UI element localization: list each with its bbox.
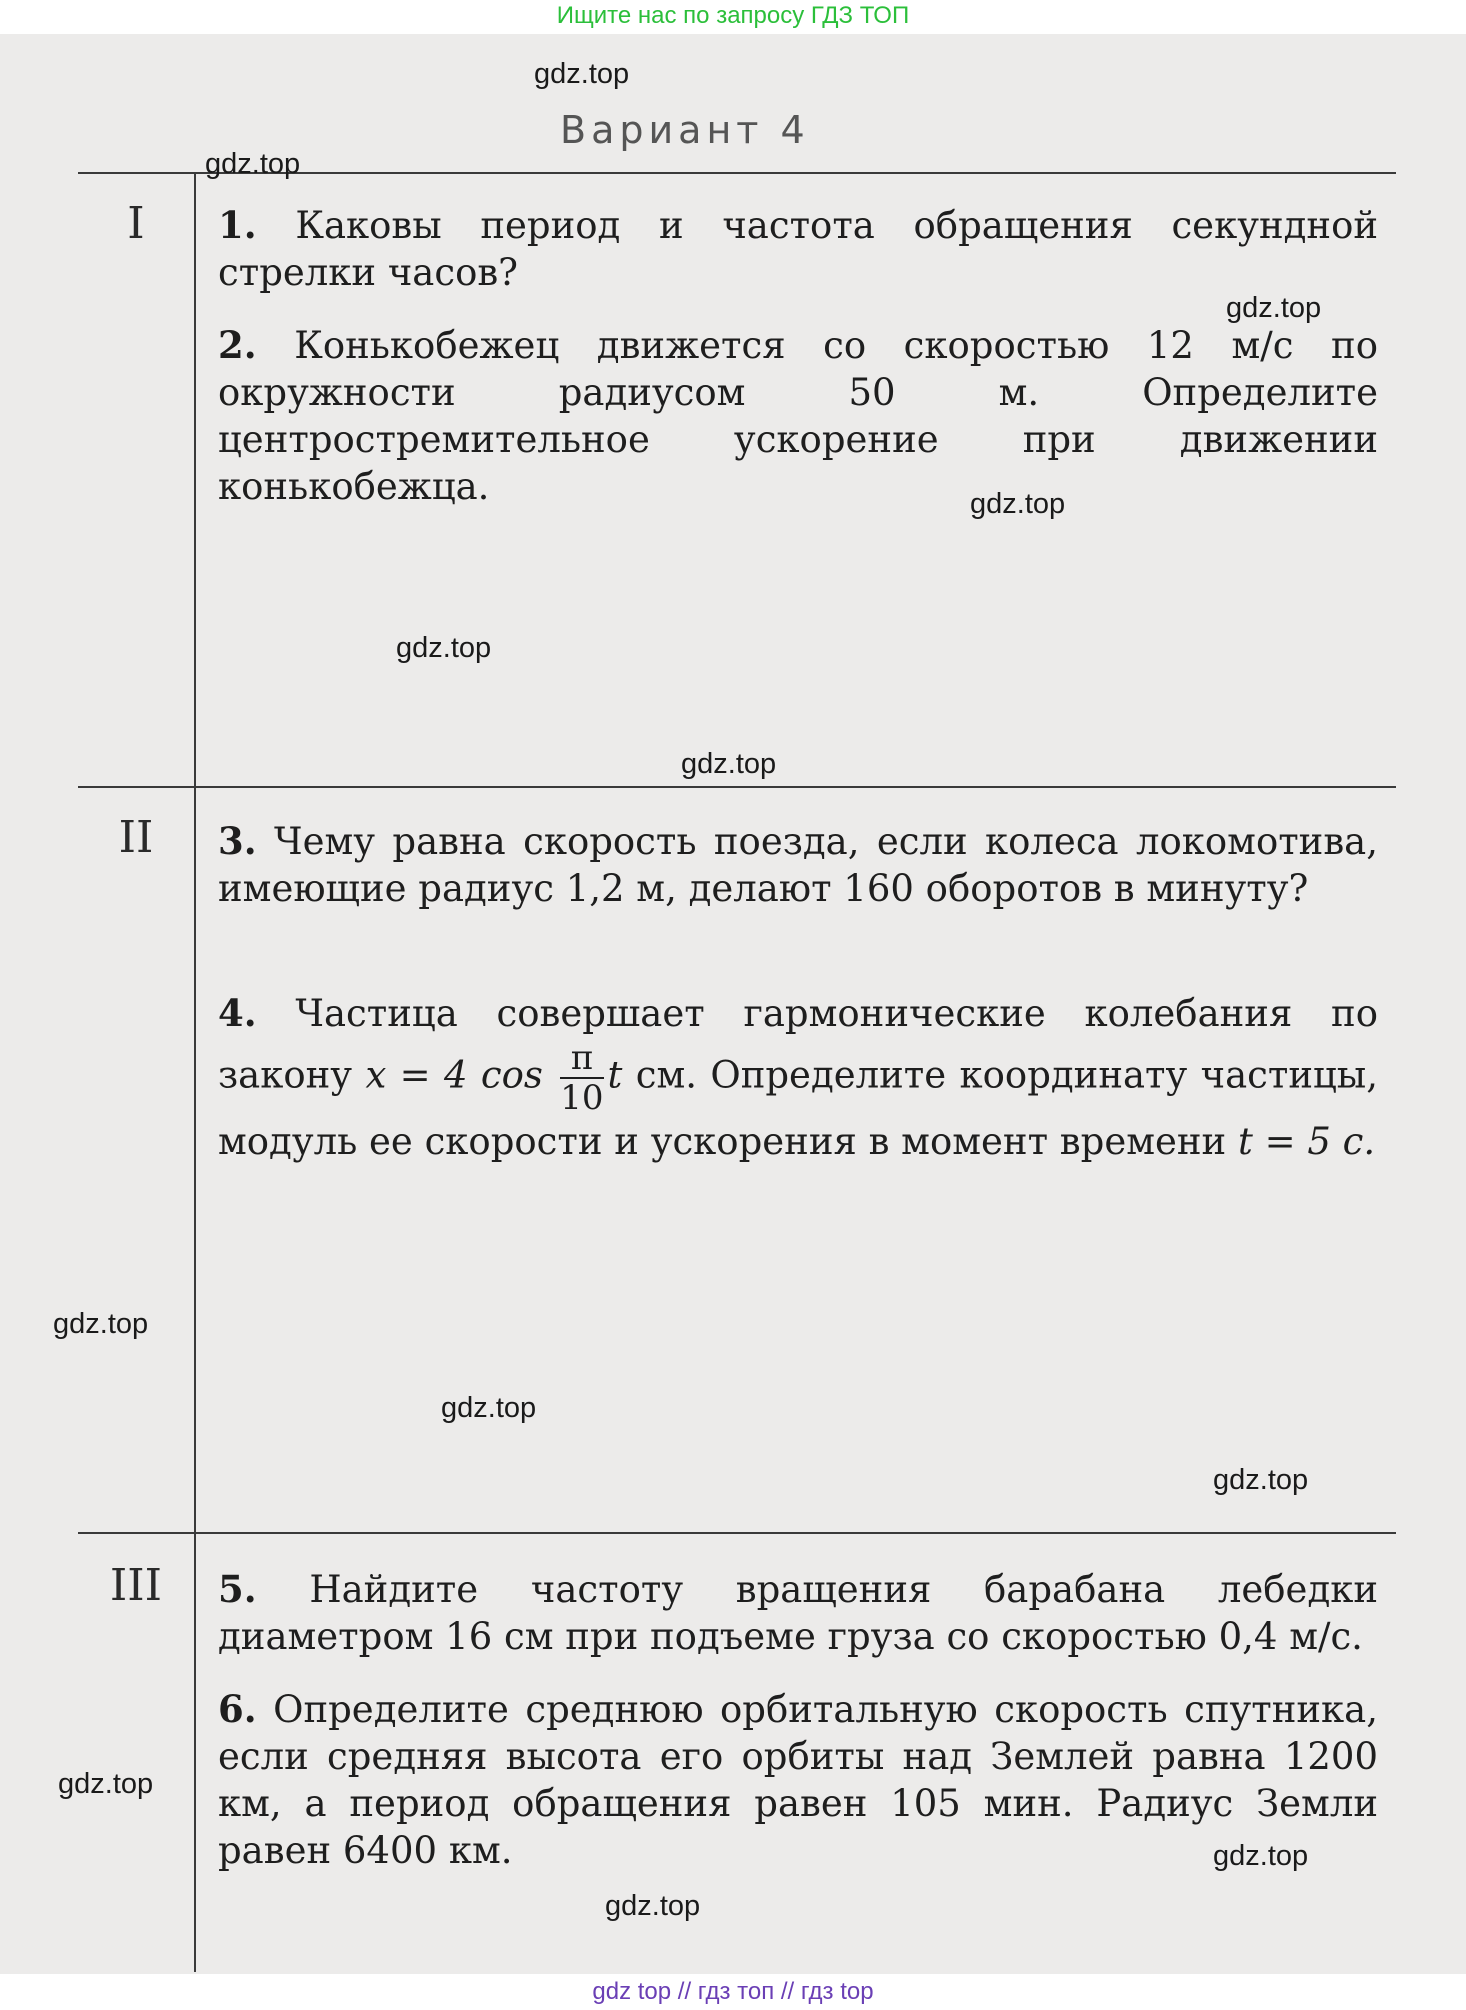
section-label-I: I bbox=[127, 198, 145, 249]
problem-1-text: Каковы период и частота обращения секундной стрелки часов? bbox=[218, 204, 1379, 294]
problem-3-number: 3. bbox=[218, 819, 257, 863]
problem-4-text-before: Частица совершает гармонические колебания по закону bbox=[218, 992, 1378, 1097]
problem-2 bbox=[218, 322, 1378, 510]
watermark: gdz.top bbox=[53, 1308, 149, 1340]
column-divider bbox=[194, 172, 196, 1972]
problem-4-text-after: см. Определите координату частицы, модуль ее скорости и ускорения в момент времени bbox=[218, 1053, 1379, 1163]
watermark: gdz.top bbox=[441, 1392, 537, 1424]
watermark: gdz.top bbox=[205, 148, 301, 180]
fraction-numerator: π bbox=[560, 1041, 603, 1079]
problem-2-text: Конькобежец движется со скоростью 12 м/с по окружности радиусом 50 м. Определите центростремительное ускорение при движении конькобежца. bbox=[218, 324, 1378, 508]
problem-6 bbox=[218, 1686, 1378, 1874]
problem-6-number: 6. bbox=[218, 1687, 257, 1731]
problem-5-number: 5. bbox=[218, 1567, 257, 1611]
bottom-banner[interactable]: gdz top // гдз топ // гдз top bbox=[0, 1974, 1466, 2010]
problem-1 bbox=[218, 202, 1378, 296]
problem-3 bbox=[218, 818, 1378, 912]
section-divider-2 bbox=[78, 1532, 1396, 1534]
watermark: gdz.top bbox=[681, 748, 777, 780]
problem-1-number: 1. bbox=[218, 203, 257, 247]
fraction-denominator: 10 bbox=[560, 1078, 604, 1118]
formula-rhs: t bbox=[607, 1053, 623, 1097]
watermark: gdz.top bbox=[605, 1890, 701, 1922]
problem-5-text: Найдите частоту вращения барабана лебедки диаметром 16 см при подъеме груза со скоростью 0,4 м/с. bbox=[218, 1568, 1379, 1658]
watermark: gdz.top bbox=[970, 488, 1066, 520]
formula-fraction bbox=[560, 1038, 604, 1118]
formula-lhs: x = 4 cos bbox=[365, 1053, 543, 1097]
problem-6-text: Определите среднюю орбитальную скорость спутника, если средняя высота его орбиты над Землей равна 1200 км, а период обращения равен 105 мин. Радиус Земли равен 6400 км. bbox=[218, 1688, 1379, 1872]
section-label-III: III bbox=[109, 1560, 163, 1611]
section-divider-1 bbox=[78, 786, 1396, 788]
watermark: gdz.top bbox=[58, 1768, 154, 1800]
problem-3-text: Чему равна скорость поезда, если колеса локомотива, имеющие радиус 1,2 м, делают 160 оборотов в минуту? bbox=[218, 820, 1378, 910]
watermark: gdz.top bbox=[534, 58, 630, 90]
problem-5 bbox=[218, 1566, 1378, 1660]
section-label-II: II bbox=[118, 812, 154, 863]
problem-4-time: t = 5 с. bbox=[1237, 1120, 1376, 1163]
watermark: gdz.top bbox=[396, 632, 492, 664]
watermark: gdz.top bbox=[1213, 1464, 1309, 1496]
top-banner[interactable]: Ищите нас по запросу ГДЗ ТОП bbox=[0, 0, 1466, 34]
problem-4 bbox=[218, 986, 1378, 1169]
watermark: gdz.top bbox=[1213, 1840, 1309, 1872]
problem-4-number: 4. bbox=[218, 991, 257, 1035]
page-title: Вариант 4 bbox=[560, 108, 810, 152]
problem-2-number: 2. bbox=[218, 323, 257, 367]
watermark: gdz.top bbox=[1226, 292, 1322, 324]
